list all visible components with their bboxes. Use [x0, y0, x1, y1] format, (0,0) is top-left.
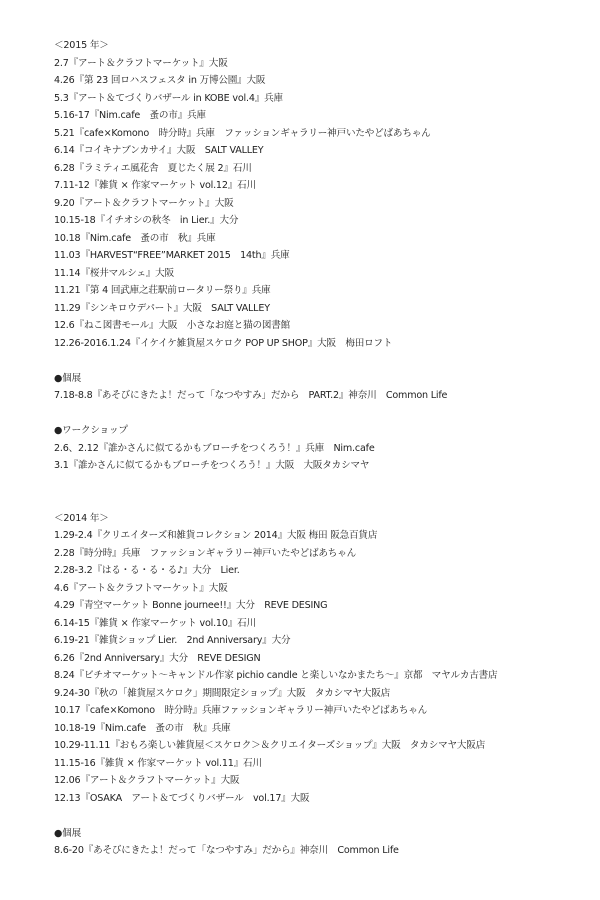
event-item: 2.28『時分時』兵庫 ファッションギャラリー神戸いたやどばあちゃん — [54, 547, 356, 559]
event-item: 10.18『Nim.cafe 蚤の市 秋』兵庫 — [54, 232, 216, 244]
event-item: 6.26『2nd Anniversary』大分 REVE DESIGN — [54, 652, 261, 664]
event-item: 11.21『第 4 回武庫之荘駅前ロータリー祭り』兵庫 — [54, 285, 271, 296]
event-item: 10.29-11.11『おもろ楽しい雑貨屋＜スケロク＞＆クリエイターズショップ』大阪 タカシマヤ大阪店 — [54, 740, 486, 751]
event-item: 4.6『アート＆クラフトマーケット』大阪 — [54, 582, 228, 594]
event-list-2015 — [54, 55, 594, 353]
event-item: 10.18-19『Nim.cafe 蚤の市 秋』兵庫 — [54, 722, 231, 734]
spacer — [54, 352, 594, 370]
event-item: 2.28-3.2『はる・る・る・る♪』大分 Lier. — [54, 565, 240, 576]
event-item: 11.29『シンキロウデパート』大阪 SALT VALLEY — [54, 302, 270, 314]
event-item: 7.11-12『雑貨 × 作家マーケット vol.12』石川 — [54, 180, 256, 191]
section-2015 — [54, 37, 594, 475]
event-item: 10.15-18『イチオシの秋冬 in Lier.』大分 — [54, 215, 239, 226]
spacer — [54, 405, 594, 423]
event-item: 2.7『アート＆クラフトマーケット』大阪 — [54, 57, 228, 69]
event-item: 4.29『青空マーケット Bonne journee!!』大分 REVE DESING — [54, 600, 328, 611]
year-heading-2015: ＜2015 年＞ — [54, 40, 109, 51]
event-item: 12.06『アート＆クラフトマーケット』大阪 — [54, 775, 240, 786]
event-item: 12.6『ねこ図書モール』大阪 小さなお庭と猫の図書館 — [54, 320, 291, 331]
event-item: 11.15-16『雑貨 × 作家マーケット vol.11』石川 — [54, 757, 262, 769]
event-item: 4.26『第 23 回ロハスフェスタ in 万博公園』大阪 — [54, 75, 266, 86]
event-item: 9.20『アート＆クラフトマーケット』大阪 — [54, 197, 234, 209]
event-item: 9.24-30『秋の「雑貨屋スケロク」期間限定ショップ』大阪 タカシマヤ大阪店 — [54, 687, 391, 699]
solo-exhibition-heading-2015: ●個展 — [54, 372, 81, 384]
event-item: 5.16-17『Nim.cafe 蚤の市』兵庫 — [54, 110, 206, 121]
event-item: 11.03『HARVEST“FREE”MARKET 2015 14th』兵庫 — [54, 250, 290, 261]
event-list-2014 — [54, 527, 594, 807]
event-item: 6.28『ラミティエ風花舎 夏じたく展 2』石川 — [54, 162, 252, 174]
event-item: 12.26-2016.1.24『イケイケ雑貨屋スケロク POP UP SHOP』大阪 梅田ロフト — [54, 337, 393, 349]
workshop-item: 3.1『誰かさんに似てるかもブローチをつくろう！』大阪 大阪タカシマヤ — [54, 460, 370, 471]
event-item: 1.29-2.4『クリエイターズ和雑貨コレクション 2014』大阪 梅田 阪急百貨店 — [54, 530, 378, 541]
workshop-heading-2015: ●ワークショップ — [54, 425, 128, 436]
event-item: 6.19-21『雑貨ショップ Lier. 2nd Anniversary』大分 — [54, 635, 291, 646]
workshop-item: 2.6、2.12『誰かさんに似てるかもブローチをつくろう！』兵庫 Nim.cafe — [54, 442, 375, 454]
event-item: 8.24『ビチオマーケット〜キャンドル作家 pichio candle と楽しいなかまたち〜』京都 マヤルカ古書店 — [54, 670, 498, 681]
event-item: 12.13『OSAKA アート＆てづくりバザール vol.17』大阪 — [54, 792, 310, 804]
solo-exhibition-heading-2014: ●個展 — [54, 827, 81, 839]
spacer — [54, 807, 594, 825]
event-item: 10.17『cafe×Komono 時分時』兵庫ファッションギャラリー神戸いたやどばあちゃん — [54, 705, 428, 716]
section-spacer — [54, 475, 594, 510]
year-heading-2014: ＜2014 年＞ — [54, 512, 109, 524]
section-2014 — [54, 510, 594, 860]
event-item: 6.14『コイキナブンカサイ』大阪 SALT VALLEY — [54, 145, 264, 156]
exhibition-history-document — [54, 37, 594, 860]
solo-exhibition-item: 7.18-8.8『あそびにきたよ！だって「なつやすみ」だから PART.2』神奈川 Common Life — [54, 390, 448, 401]
event-item: 5.21『cafe×Komono 時分時』兵庫 ファッションギャラリー神戸いたやどばあちゃん — [54, 127, 431, 139]
solo-exhibition-item: 8.6-20『あそびにきたよ！だって「なつやすみ」だから』神奈川 Common Life — [54, 845, 399, 856]
event-item: 6.14-15『雑貨 × 作家マーケット vol.10』石川 — [54, 617, 256, 629]
event-item: 11.14『桜井マルシェ』大阪 — [54, 267, 174, 279]
event-item: 5.3『アート＆てづくりバザール in KOBE vol.4』兵庫 — [54, 92, 283, 104]
